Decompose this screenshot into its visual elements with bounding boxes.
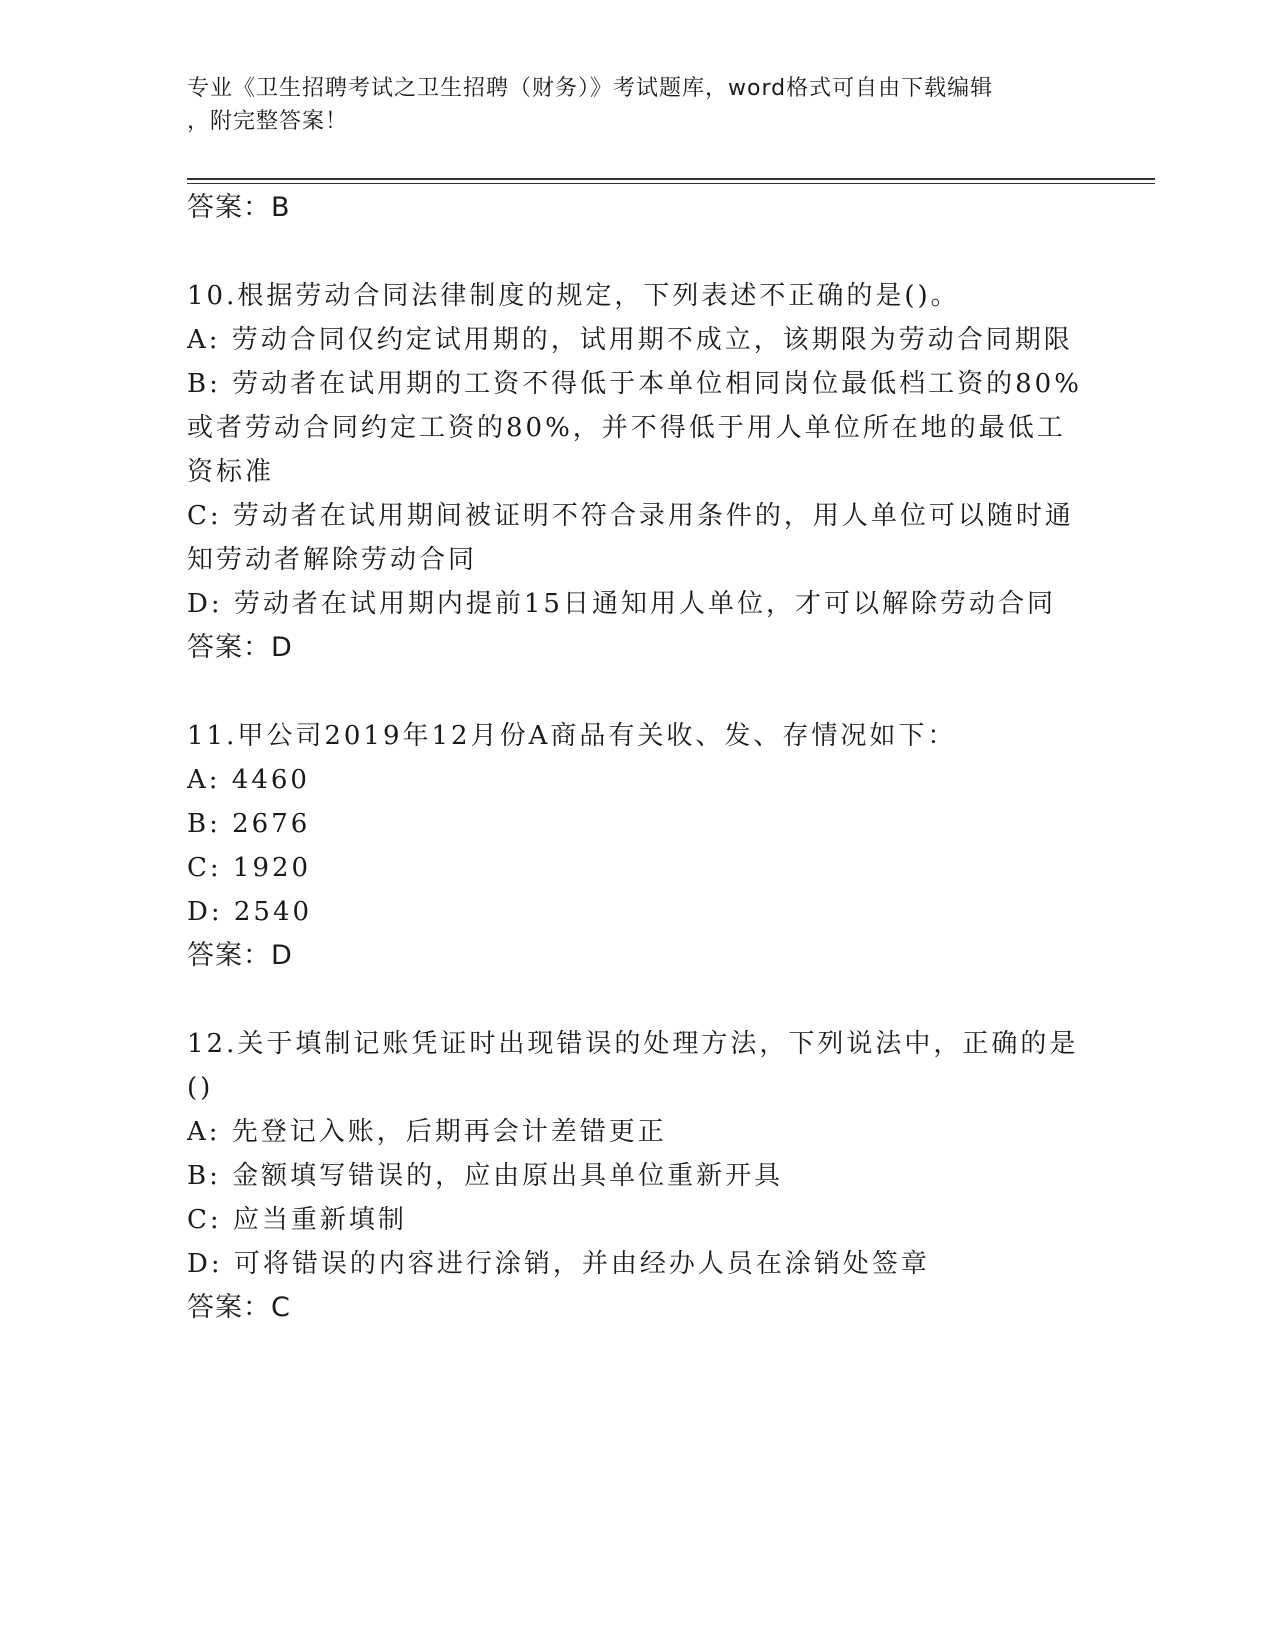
question-10-option-a: A: 劳动合同仅约定试用期的，试用期不成立，该期限为劳动合同期限 xyxy=(187,325,1073,355)
question-10-option-c-line-2: 知劳动者解除劳动合同 xyxy=(187,545,478,575)
question-12-option-b: B: 金额填写错误的，应由原出具单位重新开具 xyxy=(187,1161,784,1191)
question-10-option-b-line-1: B: 劳动者在试用期的工资不得低于本单位相同岗位最低档工资的80% xyxy=(187,369,1082,399)
question-10-option-b-line-3: 资标准 xyxy=(187,457,275,487)
question-11-answer: 答案：D xyxy=(187,940,293,971)
question-12-stem-line-2: () xyxy=(187,1073,214,1103)
question-12-stem-line-1: 12.关于填制记账凭证时出现错误的处理方法，下列说法中，正确的是 xyxy=(187,1029,1079,1059)
question-10-option-c-line-1: C: 劳动者在试用期间被证明不符合录用条件的，用人单位可以随时通 xyxy=(187,501,1074,531)
header-divider-thin xyxy=(187,183,1155,184)
question-11-option-b: B: 2676 xyxy=(187,809,311,839)
question-11-option-a: A: 4460 xyxy=(187,765,310,795)
question-12-option-a: A: 先登记入账，后期再会计差错更正 xyxy=(187,1117,667,1147)
question-11-option-d: D: 2540 xyxy=(187,897,313,927)
header-line-1: 专业《卫生招聘考试之卫生招聘（财务）》考试题库，word格式可自由下载编辑 xyxy=(187,76,994,101)
header-divider-thick xyxy=(187,178,1155,180)
question-10-option-d: D: 劳动者在试用期内提前15日通知用人单位，才可以解除劳动合同 xyxy=(187,589,1056,619)
document-header xyxy=(187,72,1087,138)
question-11-option-c: C: 1920 xyxy=(187,853,312,883)
question-10-option-b-line-2: 或者劳动合同约定工资的80%，并不得低于用人单位所在地的最低工 xyxy=(187,413,1066,443)
header-line-2: ，附完整答案！ xyxy=(187,109,349,134)
previous-answer: 答案：B xyxy=(187,192,291,223)
question-10-stem: 10.根据劳动合同法律制度的规定，下列表述不正确的是()。 xyxy=(187,281,960,311)
question-12-option-c: C: 应当重新填制 xyxy=(187,1205,407,1235)
question-12-answer: 答案：C xyxy=(187,1292,291,1323)
question-10-answer: 答案：D xyxy=(187,632,293,663)
question-12-option-d: D: 可将错误的内容进行涂销，并由经办人员在涂销处签章 xyxy=(187,1249,930,1279)
question-11-stem: 11.甲公司2019年12月份A商品有关收、发、存情况如下： xyxy=(187,721,957,751)
